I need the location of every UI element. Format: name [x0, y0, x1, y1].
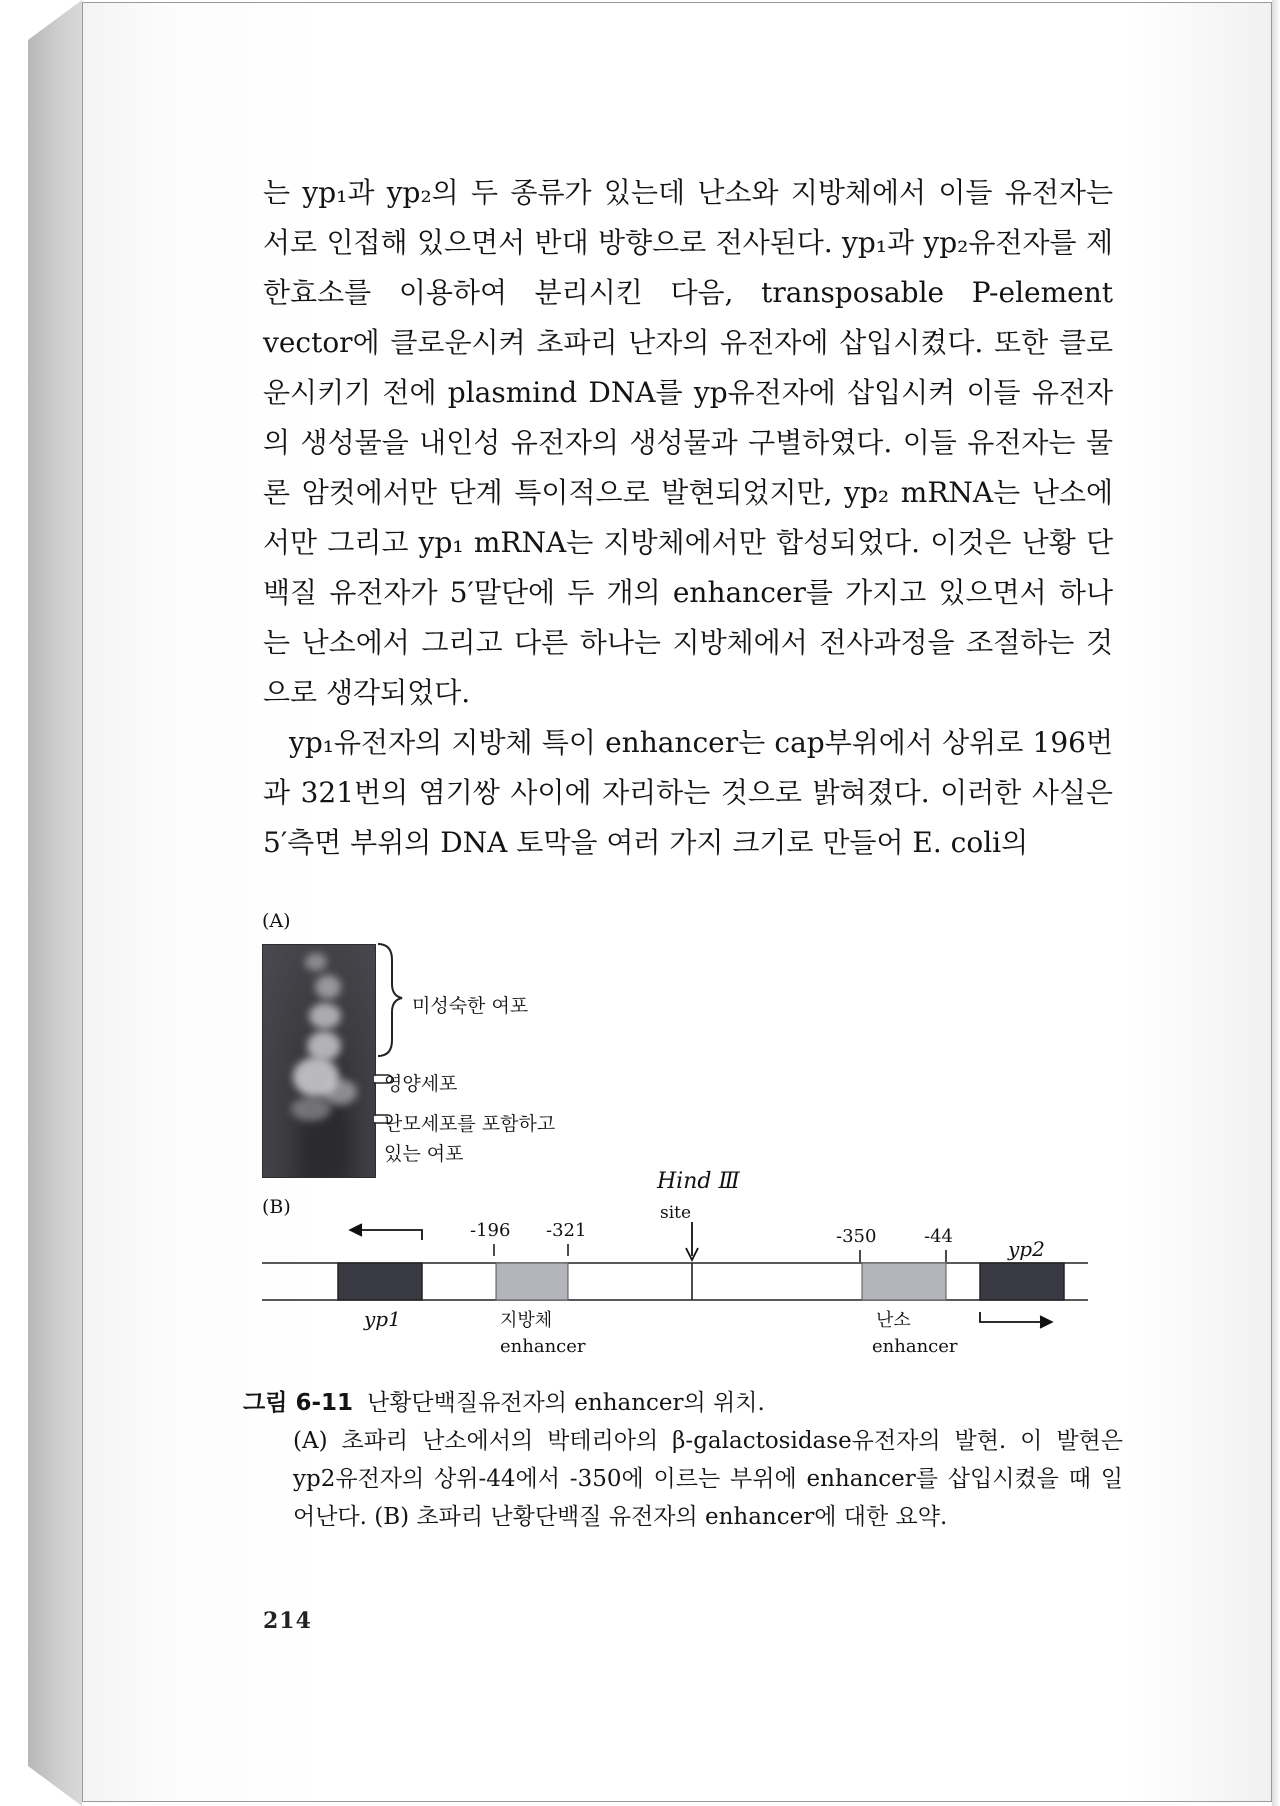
- label-oocyte-follicle-2: 있는 여포: [384, 1143, 464, 1165]
- gene-yp1-box: [338, 1263, 422, 1300]
- figure-number: 그림 6-11: [243, 1390, 353, 1416]
- page-edge: [1272, 0, 1280, 1806]
- gene-yp1-label: yp1: [364, 1307, 401, 1331]
- hind-site-label: Hind Ⅲ: [657, 1169, 740, 1194]
- panel-a-label: (A): [262, 910, 291, 932]
- site-label: site: [660, 1203, 692, 1223]
- gene-yp2-label: yp2: [1008, 1237, 1045, 1261]
- paragraph-1: 는 yp₁과 yp₂의 두 종류가 있는데 난소와 지방체에서 이들 유전자는 서로 인접해 있으면서 반대 방향으로 전사된다. yp₁과 yp₂유전자를 제한효소를 이용하여 분리시킨 다음, transposable P-element vector에 클로운시켜 초파리 난자의 유전자에 삽입시켰다. 또한 클로운시키기 전에 plasmind DNA를 yp유전자에 삽입시켜 이들 유전자의 생성물을 내인성 유전자의 생성물과 구별하였다. 이들 유전자는 물론 암컷에서만 단계 특이적으로 발현되었지만, yp₂ mRNA는 난소에서만 그리고 yp₁ mRNA는 지방체에서만 합성되었다. 이것은 난황 단백질 유전자가 5′말단에 두 개의 enhancer를 가지고 있으면서 하나는 난소에서 그리고 다른 하나는 지방체에서 전사과정을 조절하는 것으로 생각되었다.: [263, 176, 1113, 709]
- micrograph-image: [262, 944, 376, 1178]
- fat-body-enhancer-box: [496, 1263, 568, 1300]
- figure-caption: [243, 1384, 1123, 1536]
- paragraph-2: yp₁유전자의 지방체 특이 enhancer는 cap부위에서 상위로 196번과 321번의 염기쌍 사이에 자리하는 것으로 밝혀졌다. 이러한 사실은 5′측면 부위의 DNA 토막을 여러 가지 크기로 만들어 E. coli의: [263, 726, 1113, 859]
- caption-title-line: [243, 1384, 1123, 1422]
- ovary-enhancer-label: enhancer: [872, 1336, 958, 1357]
- label-nurse-cell: 영양세포: [384, 1073, 458, 1095]
- label-immature-follicle: 미성숙한 여포: [412, 995, 529, 1017]
- ovary-label: 난소: [876, 1310, 911, 1331]
- pos-minus-350: -350: [836, 1226, 877, 1247]
- ovary-enhancer-box: [862, 1263, 946, 1300]
- caption-body: (A) 초파리 난소에서의 박테리아의 β-galactosidase유전자의 발현. 이 발현은 yp2유전자의 상위-44에서 -350에 이르는 부위에 enhancer를 삽입시켰을 때 일어난다. (B) 초파리 난황단백질 유전자의 enhancer에 대한 요약.: [293, 1428, 1123, 1530]
- fat-body-enhancer-label: enhancer: [500, 1336, 586, 1357]
- caption-title: 난황단백질유전자의 enhancer의 위치.: [367, 1390, 765, 1416]
- pos-minus-196: -196: [470, 1220, 511, 1241]
- page-number: 214: [263, 1608, 312, 1634]
- label-oocyte-follicle-1: 난모세포를 포함하고: [384, 1113, 556, 1135]
- fat-body-label: 지방체: [500, 1310, 553, 1331]
- gene-yp2-box: [980, 1263, 1064, 1300]
- pos-minus-321: -321: [546, 1220, 587, 1241]
- panel-b-label: (B): [262, 1196, 291, 1218]
- gene-map-diagram: [262, 1160, 1102, 1360]
- book-spine: [28, 0, 82, 1806]
- pos-minus-44: -44: [924, 1226, 953, 1247]
- body-text: [263, 168, 1113, 868]
